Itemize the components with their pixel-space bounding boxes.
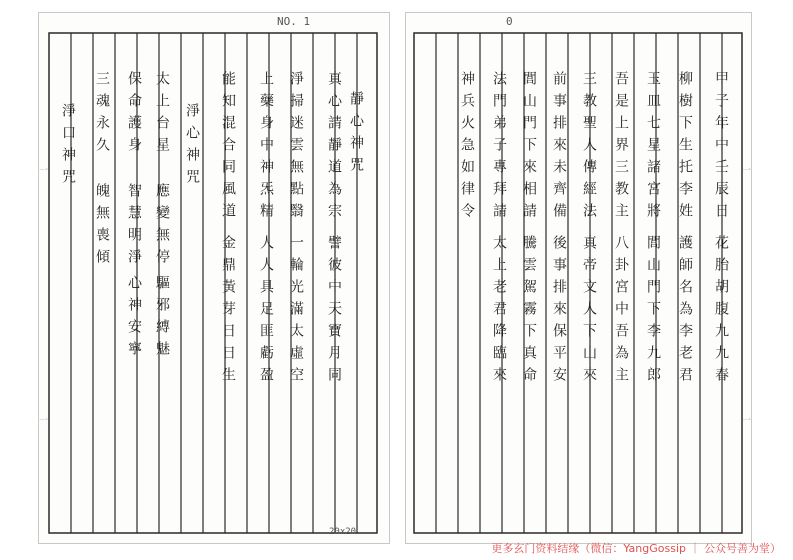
left-manuscript-page (38, 12, 390, 544)
column-text: 譬彼中天寶月同 (326, 235, 342, 389)
column-text: 保命護身 (126, 71, 142, 159)
column-text: 太上老君降臨來 (491, 235, 507, 389)
column-text: 能知混合同風道 (220, 71, 236, 225)
column-text: 心神安寧 (126, 275, 142, 363)
scan-mark: 20x20 (329, 527, 357, 537)
watermark-text: 更多玄门资料结缘（微信：YangGossip ｜ 公众号善为堂） (491, 542, 781, 555)
column-text: 淨口神咒 (60, 103, 76, 191)
column-text: 應變無停 (154, 183, 170, 271)
right-manuscript-page (405, 12, 752, 544)
column-text: 騰雲駕霧下真命 (521, 235, 537, 389)
column-text: 三教聖人傳經法 (581, 71, 597, 225)
column-text: 閭山門下來相請 (521, 71, 537, 225)
column-text: 真帝文人下山來 (581, 235, 597, 389)
column-text: 智慧明淨 (126, 183, 142, 271)
column-text: 真心請靜道為宗 (326, 71, 342, 225)
column-text: 一輪光滿太虛空 (288, 235, 304, 389)
column-text: 金鼎黃芽日日生 (220, 235, 236, 389)
column-text: 魄無喪傾 (94, 183, 110, 271)
column-text: 閭山門下李九郎 (645, 235, 661, 389)
column-text: 靜心神咒 (348, 91, 364, 179)
margin-tick: 一 (39, 166, 49, 176)
column-text: 花胎胡腹九九春 (713, 235, 729, 389)
column-text: 上藥身中神炁精 (258, 71, 274, 225)
column-text: 驅邪縛魅 (154, 275, 170, 363)
column-text: 前事排來未齊備 (551, 71, 567, 225)
column-text: 人人具足匪虧盈 (258, 235, 274, 389)
column-text: 八卦宮中吾為主 (613, 235, 629, 389)
column-text: 法門弟子專拜請 (491, 71, 507, 225)
column-text: 吾是上界三教主 (613, 71, 629, 225)
column-text: 三魂永久 (94, 71, 110, 159)
margin-tick: 一 (742, 416, 752, 426)
column-text: 柳樹下生托李姓 (677, 71, 693, 225)
column-text: 玉皿七星諸宮將 (645, 71, 661, 225)
page-number: NO. 1 (277, 15, 311, 28)
column-text: 甲子年中壬辰日 (713, 71, 729, 225)
column-text: 太上台星 (154, 71, 170, 159)
column-text: 神兵火急如律令 (459, 71, 475, 225)
margin-tick: 一 (742, 166, 752, 176)
column-text: 後事排來保平安 (551, 235, 567, 389)
column-text: 淨掃迷雲無點翳 (288, 71, 304, 225)
margin-tick: 一 (39, 416, 49, 426)
page-number: 0 (506, 15, 513, 28)
column-text: 淨心神咒 (184, 103, 200, 191)
column-text: 護師名為李老君 (677, 235, 693, 389)
